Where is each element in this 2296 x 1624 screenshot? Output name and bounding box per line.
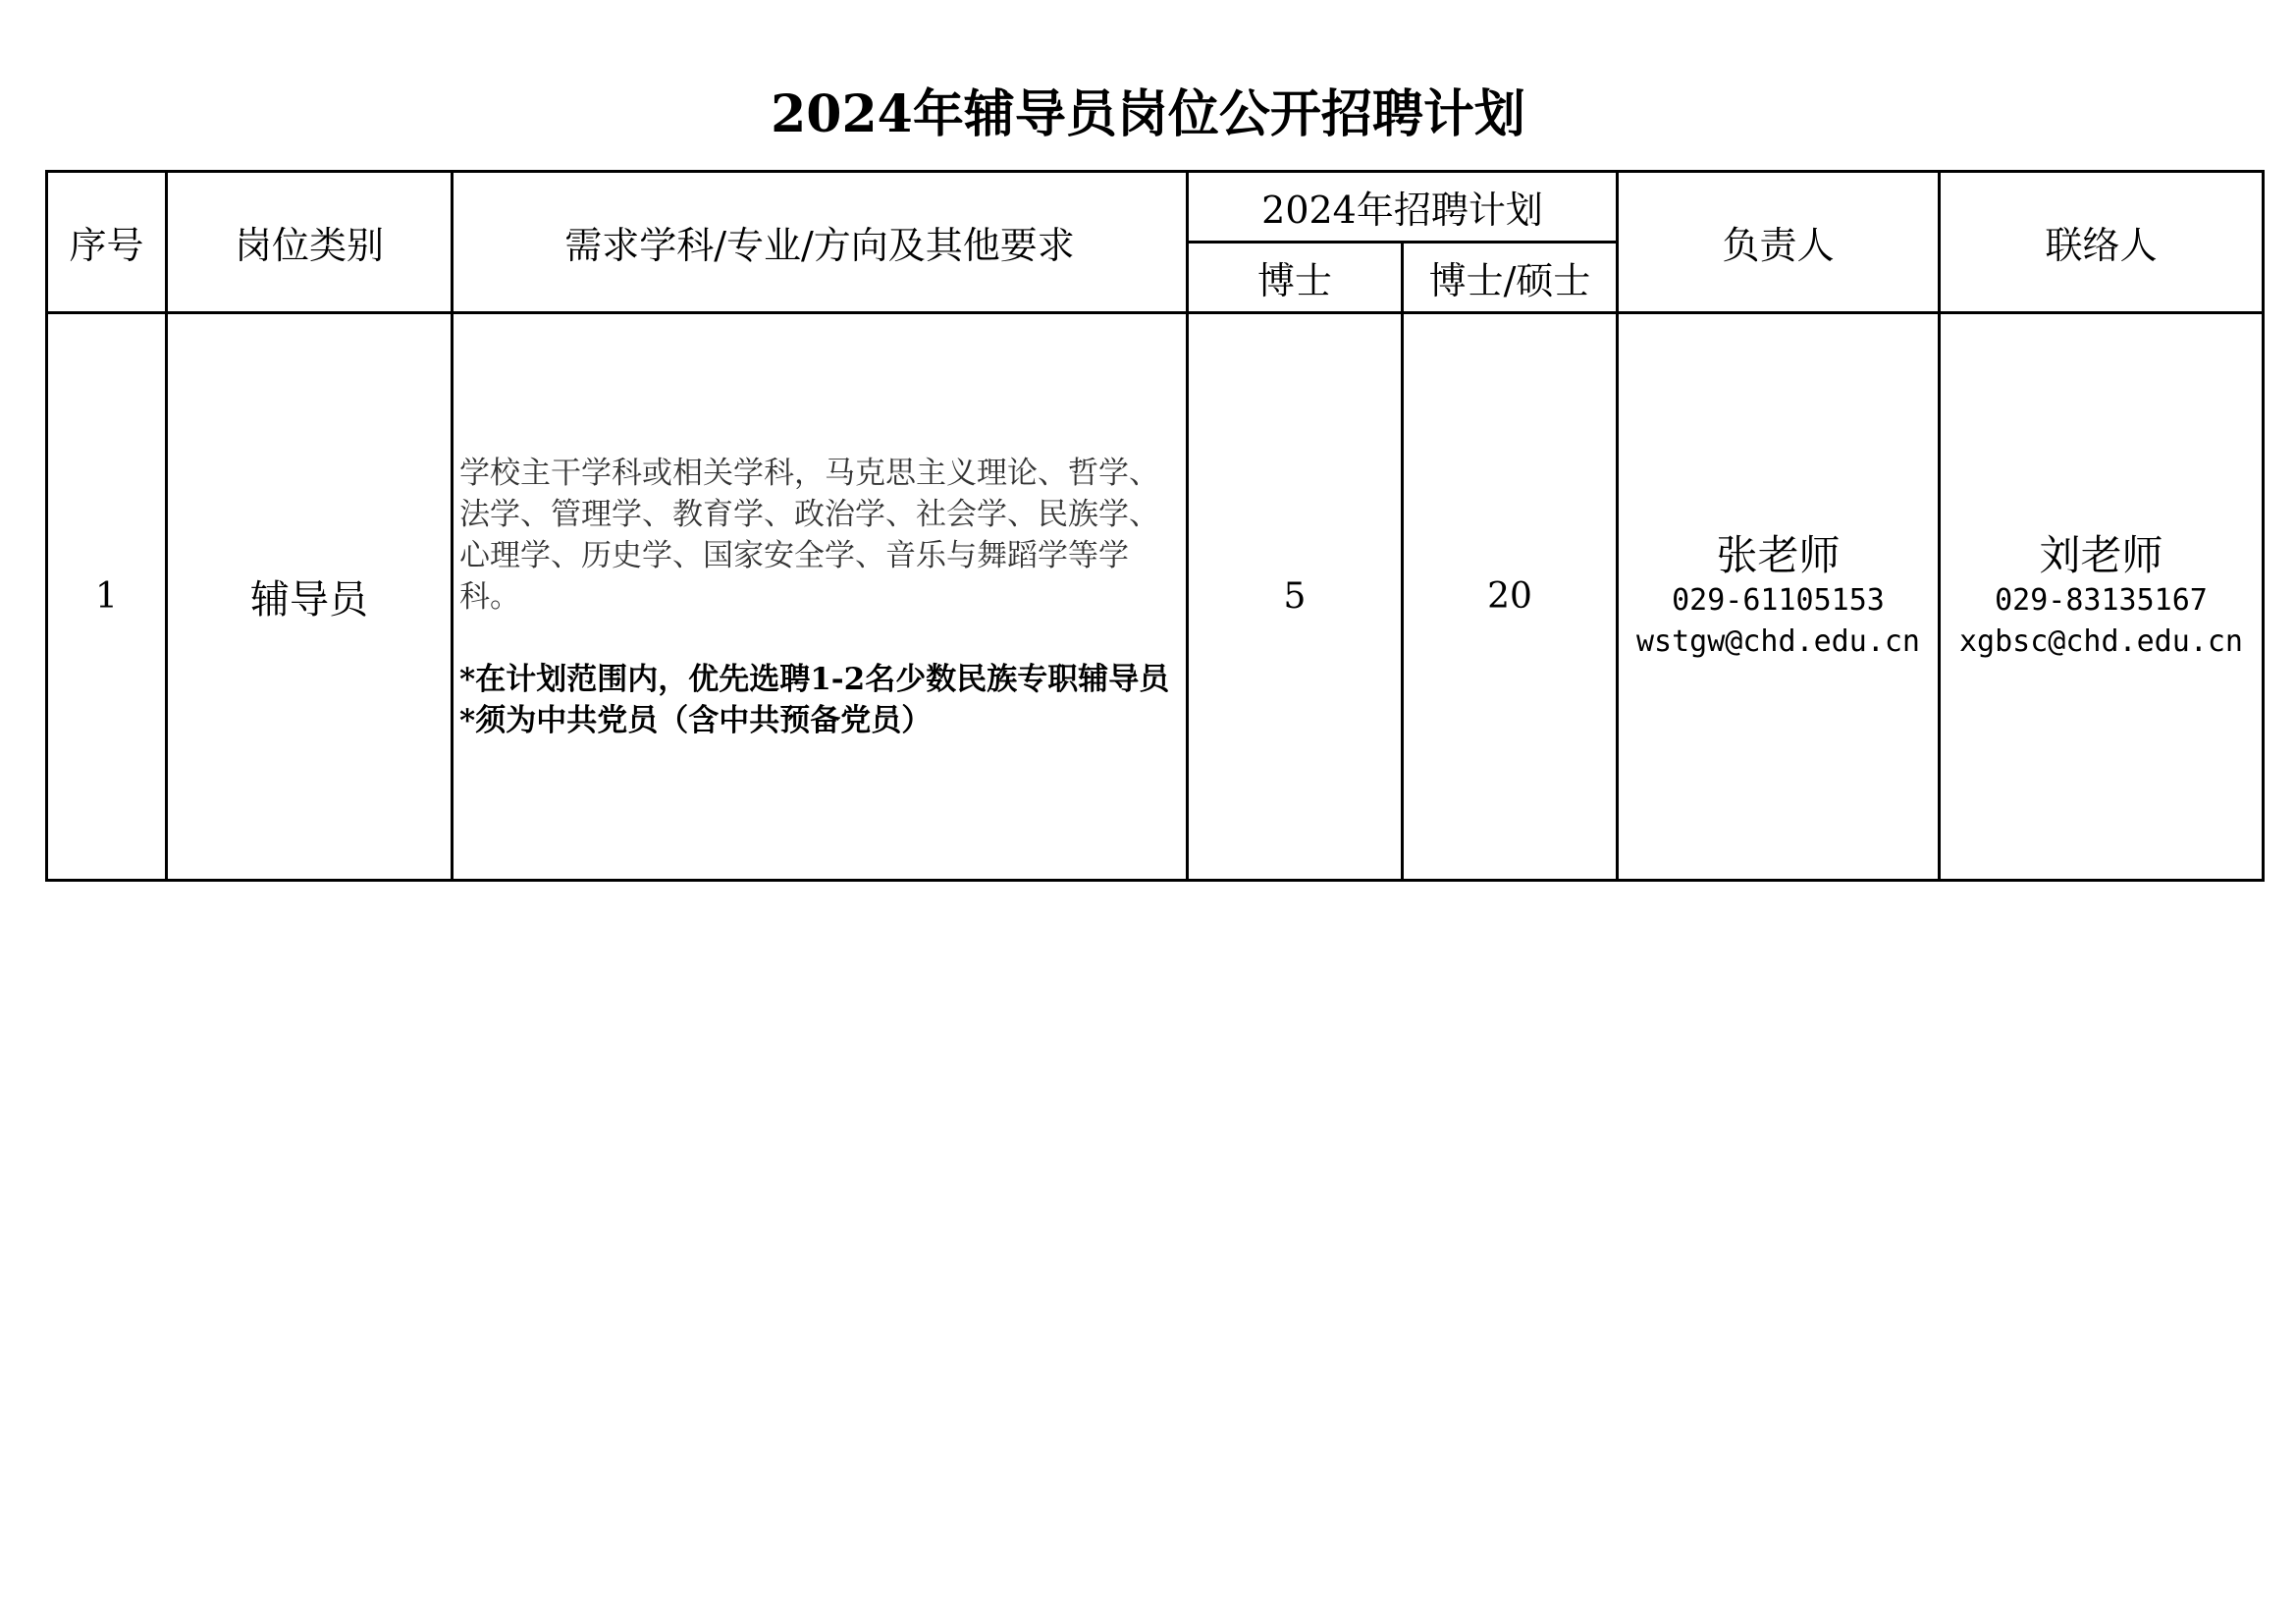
header-phd: 博士 — [1188, 243, 1403, 313]
header-phd-master: 博士/硕士 — [1403, 243, 1618, 313]
recruitment-table — [45, 170, 2265, 882]
row-contact — [1940, 313, 2264, 881]
row-seq: 1 — [47, 313, 167, 881]
row-responsible — [1618, 313, 1940, 881]
responsible-email: wstgw@chd.edu.cn — [1636, 623, 1920, 659]
header-seq: 序号 — [47, 172, 167, 313]
requirements-note-minority: *在计划范围内，优先选聘1-2名少数民族专职辅导员 — [459, 661, 1170, 697]
header-responsible: 负责人 — [1618, 172, 1940, 313]
row-requirements — [453, 313, 1188, 881]
header-row-top — [47, 172, 2264, 243]
row-phd-count: 5 — [1188, 313, 1403, 881]
contact-name: 刘老师 — [2039, 530, 2163, 579]
page-title: 2024年辅导员岗位公开招聘计划 — [771, 84, 1525, 144]
header-requirements: 需求学科/专业/方向及其他要求 — [453, 172, 1188, 313]
responsible-name: 张老师 — [1716, 530, 1841, 579]
header-contact: 联络人 — [1940, 172, 2264, 313]
contact-phone: 029-83135167 — [1995, 582, 2208, 618]
row-phd-master-count: 20 — [1403, 313, 1618, 881]
table-row — [47, 313, 2264, 881]
contact-email: xgbsc@chd.edu.cn — [1959, 623, 2243, 659]
header-plan: 2024年招聘计划 — [1188, 172, 1618, 243]
responsible-phone: 029-61105153 — [1672, 582, 1885, 618]
row-category: 辅导员 — [167, 313, 453, 881]
header-category: 岗位类别 — [167, 172, 453, 313]
requirements-note-party: *须为中共党员（含中共预备党员） — [459, 702, 933, 738]
requirements-main-text: 学校主干学科或相关学科，马克思主义理论、哲学、法学、管理学、教育学、政治学、社会学、民族学、心理学、历史学、国家安全学、音乐与舞蹈学等学科。 — [459, 455, 1159, 615]
